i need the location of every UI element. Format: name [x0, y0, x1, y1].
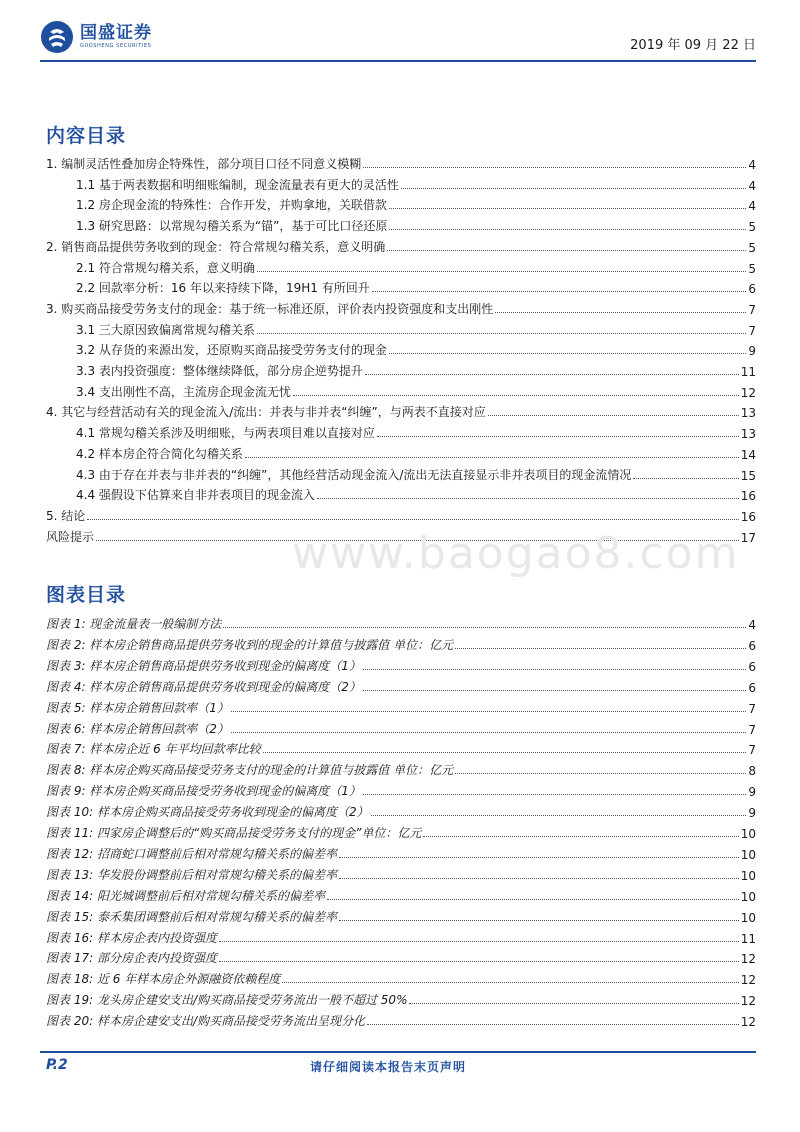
figure-entry-label: 图表 18: 近 6 年样本房企外源融资依赖程度: [46, 972, 281, 987]
toc-entry-page: 14: [740, 447, 756, 462]
figure-entry[interactable]: [46, 967, 756, 987]
toc-entry-label: 5. 结论: [46, 508, 86, 523]
toc-entry-page: 15: [740, 468, 756, 483]
figure-entry[interactable]: [46, 905, 756, 925]
toc-entry-page: 7: [748, 302, 756, 317]
figure-entry-page: 7: [748, 722, 756, 737]
dot-leader: [371, 815, 747, 816]
dot-leader: [339, 878, 739, 879]
toc-entry-label: 2.2 回款率分析：16 年以来持续下降，19H1 有所回升: [46, 279, 372, 296]
dot-leader: [339, 920, 739, 921]
figure-entry-label: 图表 1: 现金流量表一般编制方法: [46, 617, 222, 631]
figure-entry[interactable]: [46, 675, 756, 695]
toc-entry-label: 3.4 支出刚性不高，主流房企现金流无忧: [46, 383, 293, 400]
figure-entry-label: 图表 11: 四家房企调整后的“购买商品接受劳务支付的现金”单位：亿元: [46, 826, 422, 840]
figure-entry[interactable]: [46, 863, 756, 883]
toc-entry-label: 3.3 表内投资强度：整体继续降低，部分房企逆势提升: [46, 362, 365, 379]
figure-entry-label: 图表 2: 样本房企销售商品提供劳务收到的现金的计算值与披露值 单位：亿元: [46, 637, 454, 652]
toc-entry[interactable]: [46, 256, 756, 276]
toc-list: [46, 152, 756, 552]
toc-entry[interactable]: [46, 152, 756, 172]
figure-entry-label: 图表 14: 阳光城调整前后相对常规勾稽关系的偏差率: [46, 888, 325, 903]
figure-entry-label: 图表 5: 样本房企销售回款率（1）: [46, 700, 229, 715]
figure-entry[interactable]: [46, 926, 756, 946]
figure-entry[interactable]: [46, 842, 756, 862]
toc-entry-page: 7: [748, 323, 756, 338]
figure-entry-page: 12: [740, 952, 756, 967]
figure-entry-label: 图表 20: 样本房企建安支出/购买商品接受劳务流出呈现分化: [46, 1014, 365, 1029]
figures-list: [46, 612, 756, 1042]
figure-entry[interactable]: [46, 800, 756, 820]
dot-leader: [409, 1003, 738, 1004]
dot-leader: [455, 648, 746, 649]
figure-entry-page: 10: [740, 868, 756, 883]
figure-entry[interactable]: [46, 696, 756, 716]
dot-leader: [363, 167, 746, 168]
figure-entry[interactable]: [46, 612, 756, 632]
logo-name: 国盛证券: [80, 23, 152, 43]
figure-entry[interactable]: [46, 633, 756, 653]
header-divider: [40, 60, 756, 62]
figure-entry-page: 12: [740, 973, 756, 988]
figure-entry-label: 图表 9: 样本房企购买商品接受劳务收到现金的偏离度（1）: [46, 784, 361, 799]
toc-entry-label: 1.1 基于两表数据和明细账编制，现金流量表有更大的灵活性: [46, 176, 401, 193]
figure-entry-page: 10: [740, 910, 756, 925]
dot-leader: [219, 961, 739, 962]
watermark: www.baogao8.com: [292, 528, 740, 579]
footer-divider: [40, 1051, 756, 1053]
figure-entry-page: 8: [748, 764, 756, 779]
dot-leader: [339, 857, 739, 858]
toc-entry[interactable]: [46, 483, 756, 503]
figure-entry-page: 6: [748, 680, 756, 695]
dot-leader: [223, 627, 746, 628]
dot-leader: [263, 752, 747, 753]
dot-leader: [219, 941, 739, 942]
dot-leader: [327, 899, 739, 900]
toc-entry[interactable]: [46, 173, 756, 193]
toc-entry-label: 3.1 三大原因致偏离常规勾稽关系: [46, 321, 257, 338]
figure-entry[interactable]: [46, 758, 756, 778]
dot-leader: [363, 794, 746, 795]
dot-leader: [633, 478, 738, 479]
toc-entry-page: 5: [748, 261, 756, 276]
toc-entry[interactable]: [46, 463, 756, 483]
toc-entry-label: 2. 销售商品提供劳务收到的现金：符合常规勾稽关系，意义明确: [46, 239, 386, 254]
dot-leader: [372, 291, 747, 292]
toc-entry-page: 5: [748, 240, 756, 255]
toc-entry-label: 2.1 符合常规勾稽关系，意义明确: [46, 259, 257, 276]
dot-leader: [495, 312, 746, 313]
toc-entry[interactable]: [46, 421, 756, 441]
dot-leader: [488, 415, 739, 416]
toc-entry[interactable]: [46, 504, 756, 524]
toc-entry-page: 16: [740, 509, 756, 524]
figure-entry-page: 9: [748, 785, 756, 800]
figure-entry-label: 图表 8: 样本房企购买商品接受劳务支付的现金的计算值与披露值 单位：亿元: [46, 763, 454, 778]
figure-entry[interactable]: [46, 779, 756, 799]
toc-entry-page: 13: [740, 427, 756, 442]
toc-entry-page: 11: [740, 365, 756, 379]
report-date: 2019 年 09 月 22 日: [630, 38, 756, 53]
dot-leader: [87, 519, 738, 520]
figure-entry-page: 7: [748, 743, 756, 758]
page-header: [40, 20, 756, 60]
figure-entry[interactable]: [46, 884, 756, 904]
toc-entry-label: 4.1 常规勾稽关系涉及明细账，与两表项目难以直接对应: [46, 424, 377, 441]
toc-entry[interactable]: [46, 380, 756, 400]
dot-leader: [231, 732, 746, 733]
figure-entry[interactable]: [46, 988, 756, 1008]
figure-entry-page: 6: [748, 659, 756, 674]
toc-entry-page: 5: [748, 220, 756, 235]
toc-entry-label: 1. 编制灵活性叠加房企特殊性，部分项目口径不同意义模糊: [46, 157, 362, 171]
toc-entry[interactable]: [46, 400, 756, 420]
page-number: P.2: [46, 1057, 68, 1073]
dot-leader: [231, 711, 746, 712]
disclaimer-note: 请仔细阅读本报告末页声明: [310, 1060, 467, 1074]
figure-entry-page: 6: [748, 638, 756, 653]
figure-entry-page: 10: [740, 827, 756, 841]
toc-entry-label: 1.2 房企现金流的特殊性：合作开发，并购拿地，关联借款: [46, 196, 389, 213]
toc-entry[interactable]: [46, 297, 756, 317]
figure-entry-page: 4: [748, 618, 756, 632]
dot-leader: [401, 188, 746, 189]
toc-entry-page: 13: [740, 406, 756, 421]
figures-title: 图表目录: [46, 584, 127, 606]
dot-leader: [365, 374, 739, 375]
dot-leader: [317, 498, 739, 499]
toc-entry-label: 1.3 研究思路：以常规勾稽关系为“锚”，基于可比口径还原: [46, 217, 389, 234]
toc-entry-page: 6: [748, 282, 756, 297]
dot-leader: [389, 229, 746, 230]
figure-entry[interactable]: [46, 946, 756, 966]
toc-entry-page: 17: [740, 530, 756, 545]
figure-entry[interactable]: [46, 717, 756, 737]
toc-entry-label: 3.2 从存货的来源出发，还原购买商品接受劳务支付的现金: [46, 341, 389, 358]
toc-entry-page: 4: [748, 199, 756, 214]
dot-leader: [367, 1024, 739, 1025]
dot-leader: [389, 353, 746, 354]
figure-entry-page: 10: [740, 847, 756, 862]
figure-entry-page: 12: [740, 1015, 756, 1030]
dot-leader: [387, 250, 746, 251]
dot-leader: [257, 271, 746, 272]
figure-entry[interactable]: [46, 821, 756, 841]
figure-entry-page: 9: [748, 806, 756, 821]
dot-leader: [257, 333, 746, 334]
figure-entry-label: 图表 16: 样本房企表内投资强度: [46, 930, 217, 945]
dot-leader: [282, 982, 739, 983]
toc-entry[interactable]: [46, 214, 756, 234]
toc-entry[interactable]: [46, 318, 756, 338]
toc-entry-label: 3. 购买商品接受劳务支付的现金：基于统一标准还原，评价表内投资强度和支出刚性: [46, 301, 494, 316]
toc-entry-label: 风险提示: [46, 529, 95, 544]
figure-entry[interactable]: [46, 737, 756, 757]
figure-entry-label: 图表 3: 样本房企销售商品提供劳务收到现金的偏离度（1）: [46, 658, 361, 673]
figure-entry-label: 图表 7: 样本房企近 6 年平均回款率比较: [46, 742, 261, 757]
figure-entry-label: 图表 17: 部分房企表内投资强度: [46, 951, 217, 966]
toc-entry-page: 12: [740, 385, 756, 400]
dot-leader: [423, 836, 738, 837]
toc-entry[interactable]: [46, 235, 756, 255]
figure-entry-page: 12: [740, 994, 756, 1009]
figure-entry-label: 图表 6: 样本房企销售回款率（2）: [46, 721, 229, 736]
toc-entry[interactable]: [46, 359, 756, 379]
figure-entry-page: 7: [748, 701, 756, 716]
figure-entry[interactable]: [46, 1009, 756, 1029]
dot-leader: [293, 395, 739, 396]
figure-entry[interactable]: [46, 654, 756, 674]
toc-entry[interactable]: [46, 338, 756, 358]
dot-leader: [363, 669, 746, 670]
figure-entry-page: 11: [740, 931, 756, 946]
figure-entry-label: 图表 19: 龙头房企建安支出/购买商品接受劳务流出一般不超过 50%: [46, 993, 408, 1008]
toc-entry[interactable]: [46, 193, 756, 213]
toc-entry-page: 4: [748, 178, 756, 193]
logo-icon: [40, 20, 74, 54]
figure-entry-label: 图表 15: 泰禾集团调整前后相对常规勾稽关系的偏差率: [46, 909, 337, 924]
dot-leader: [363, 690, 746, 691]
company-logo: [40, 20, 152, 54]
figure-entry-page: 10: [740, 889, 756, 904]
dot-leader: [389, 208, 746, 209]
toc-entry[interactable]: [46, 442, 756, 462]
toc-entry-page: 16: [740, 489, 756, 504]
toc-entry-label: 4.4 强假设下估算来自非并表项目的现金流入: [46, 486, 317, 503]
toc-entry-label: 4.2 样本房企符合简化勾稽关系: [46, 445, 245, 462]
figure-entry-label: 图表 4: 样本房企销售商品提供劳务收到现金的偏离度（2）: [46, 679, 361, 694]
toc-entry-label: 4. 其它与经营活动有关的现金流入/流出：并表与非并表“纠缠”，与两表不直接对应: [46, 405, 486, 420]
logo-subtitle: GUOSHENG SECURITIES: [80, 43, 152, 49]
figure-entry-label: 图表 10: 样本房企购买商品接受劳务收到现金的偏离度（2）: [46, 805, 369, 820]
toc-entry-page: 4: [748, 158, 756, 172]
figure-entry-label: 图表 13: 华发股份调整前后相对常规勾稽关系的偏差率: [46, 867, 337, 882]
toc-entry[interactable]: [46, 276, 756, 296]
figure-entry-label: 图表 12: 招商蛇口调整前后相对常规勾稽关系的偏差率: [46, 846, 337, 861]
dot-leader: [455, 773, 746, 774]
toc-entry-label: 4.3 由于存在并表与非并表的“纠缠”，其他经营活动现金流入/流出无法直接显示非并表项目的现金流情况: [46, 466, 633, 483]
dot-leader: [377, 436, 739, 437]
toc-entry-page: 9: [748, 344, 756, 359]
toc-title: 内容目录: [46, 125, 127, 147]
dot-leader: [245, 457, 739, 458]
